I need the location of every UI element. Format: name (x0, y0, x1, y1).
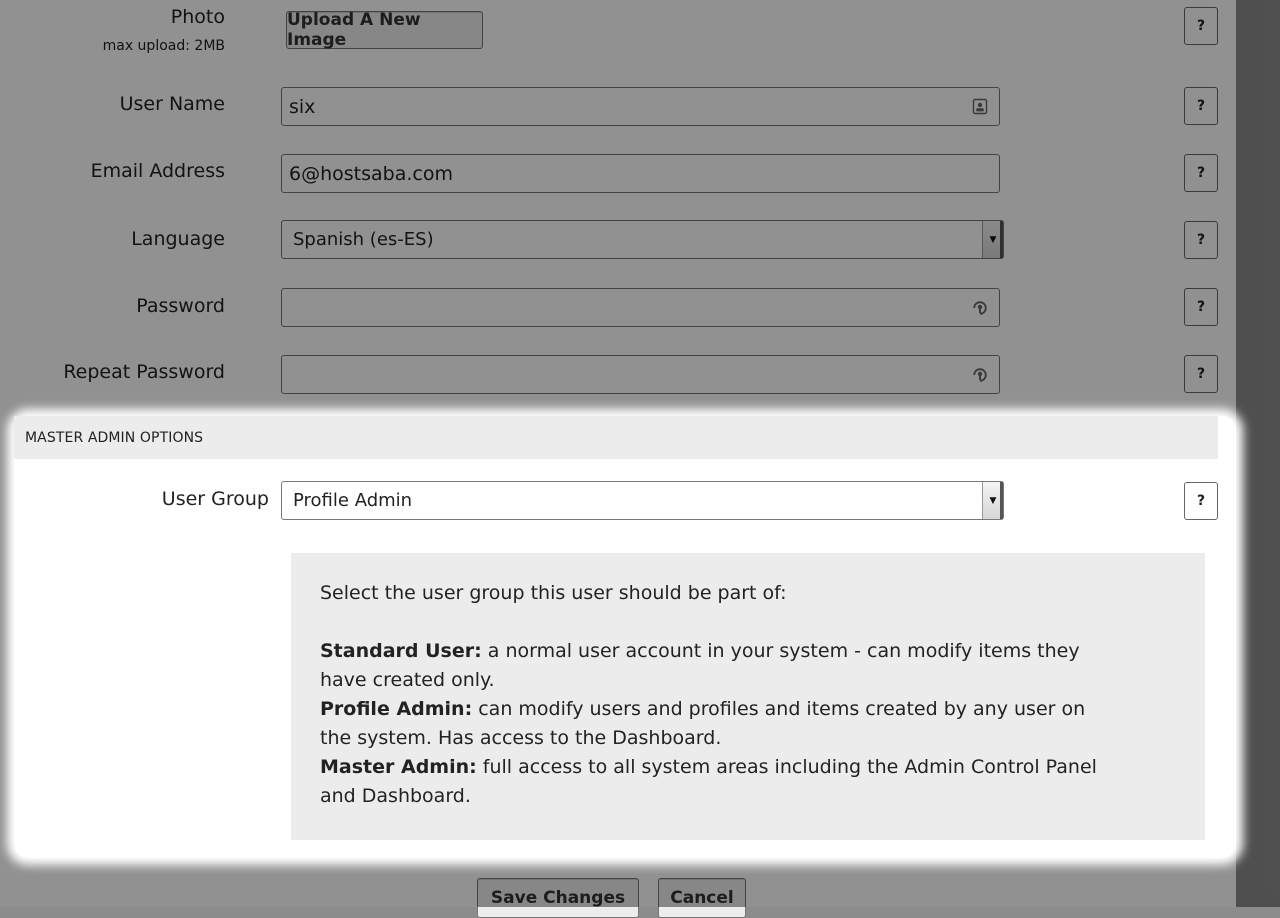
cancel-button[interactable]: Cancel (658, 878, 746, 918)
save-changes-button[interactable]: Save Changes (477, 878, 639, 918)
help-intro: Select the user group this user should be part of: (320, 582, 787, 604)
repeat-password-label: Repeat Password (63, 361, 225, 383)
help-item-profile-admin (320, 695, 1120, 753)
help-item-master-admin (320, 753, 1120, 811)
photo-help-button[interactable]: ? (1184, 7, 1218, 45)
user-group-select[interactable] (281, 481, 1004, 520)
chevron-down-icon: ▼ (982, 221, 1003, 258)
password-help-button[interactable]: ? (1184, 288, 1218, 326)
user-group-label: User Group (161, 488, 269, 510)
help-item-text: a normal user account in your system - can modify items they have created only. (320, 640, 1080, 691)
email-value: 6@hostsaba.com (289, 162, 453, 185)
help-item-title: Master Admin: (320, 756, 477, 778)
chevron-down-icon: ▼ (982, 482, 1003, 519)
user-group-help-button[interactable]: ? (1184, 482, 1218, 520)
help-item-standard-user (320, 637, 1120, 695)
email-label: Email Address (90, 160, 225, 182)
photo-max-upload-note: max upload: 2MB (102, 38, 225, 54)
help-item-text: can modify users and profiles and items created by any user on the system. Has access to the Dashboard. (320, 698, 1086, 749)
help-item-title: Standard User: (320, 640, 482, 662)
username-label: User Name (119, 93, 225, 115)
email-help-button[interactable]: ? (1184, 154, 1218, 192)
user-group-value: Profile Admin (293, 490, 413, 511)
repeat-password-help-button[interactable]: ? (1184, 355, 1218, 393)
upload-image-button[interactable]: Upload A New Image (286, 11, 483, 49)
username-value: six (289, 95, 316, 118)
user-group-help-panel (291, 553, 1205, 840)
language-label: Language (131, 228, 225, 250)
language-value: Spanish (es-ES) (293, 229, 434, 250)
help-item-text: full access to all system areas including the Admin Control Panel and Dashboard. (320, 756, 1097, 807)
photo-label: Photo (170, 6, 225, 28)
master-admin-heading: MASTER ADMIN OPTIONS (14, 416, 1218, 459)
password-label: Password (136, 295, 225, 317)
username-help-button[interactable]: ? (1184, 87, 1218, 125)
help-item-title: Profile Admin: (320, 698, 473, 720)
language-help-button[interactable]: ? (1184, 221, 1218, 259)
